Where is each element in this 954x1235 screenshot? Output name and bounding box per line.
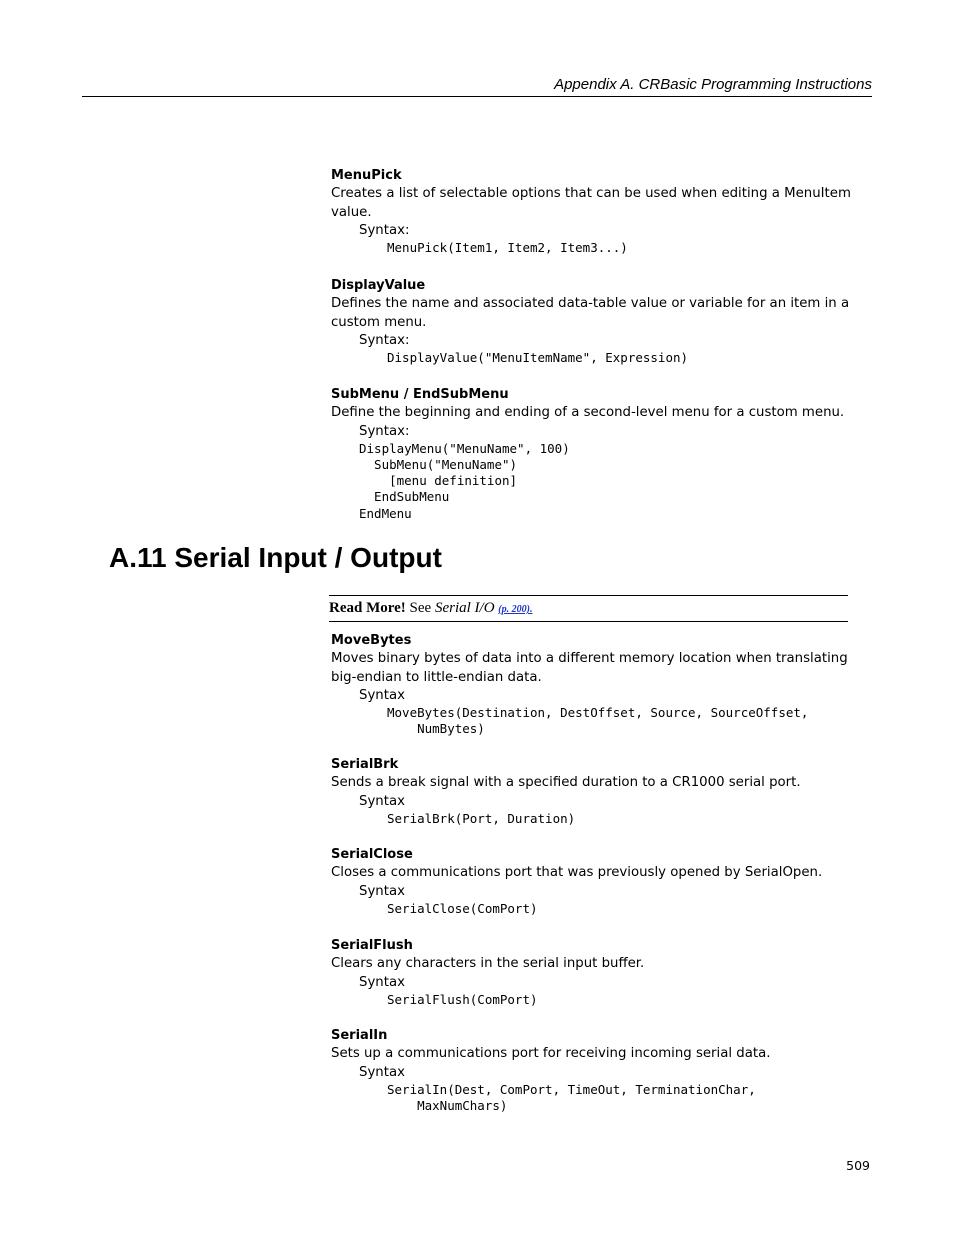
syntax-label: Syntax: bbox=[359, 423, 410, 439]
instruction-name: SerialBrk bbox=[331, 757, 399, 772]
read-more-see: See bbox=[405, 600, 435, 616]
read-more-link[interactable]: Serial I/O bbox=[434, 600, 495, 616]
syntax-label: Syntax bbox=[359, 883, 405, 899]
read-more-title: Read More! bbox=[329, 600, 406, 616]
syntax-label: Syntax bbox=[359, 793, 405, 809]
instruction-name: MoveBytes bbox=[331, 633, 412, 648]
syntax-code: SerialBrk(Port, Duration) bbox=[387, 810, 576, 826]
instruction-description: Moves binary bytes of data into a different memory location when translating big-endian to little-endian data. bbox=[331, 651, 848, 685]
instruction-displayvalue bbox=[331, 276, 851, 366]
instruction-description: Sends a break signal with a specified duration to a CR1000 serial port. bbox=[331, 775, 801, 790]
syntax-code: DisplayMenu("MenuName", 100) SubMenu("MenuName") [menu definition] EndSubMenu EndMenu bbox=[359, 440, 570, 521]
read-more-period: . bbox=[529, 604, 533, 615]
syntax-code: SerialFlush(ComPort) bbox=[387, 991, 538, 1007]
instruction-name: MenuPick bbox=[331, 168, 402, 183]
instruction-movebytes bbox=[331, 631, 851, 738]
syntax-code: MoveBytes(Destination, DestOffset, Source, SourceOffset, NumBytes) bbox=[387, 705, 809, 737]
instruction-description: Defines the name and associated data-table value or variable for an item in a custom menu. bbox=[331, 296, 850, 330]
instruction-submenu bbox=[331, 385, 851, 522]
instruction-description: Creates a list of selectable options that can be used when editing a MenuItem value. bbox=[331, 186, 851, 220]
instruction-name: SerialClose bbox=[331, 847, 413, 862]
syntax-label: Syntax bbox=[359, 688, 405, 703]
syntax-code: SerialClose(ComPort) bbox=[387, 900, 538, 916]
syntax-label: Syntax: bbox=[359, 223, 410, 238]
instruction-name: SubMenu / EndSubMenu bbox=[331, 387, 509, 402]
instruction-serialflush bbox=[331, 936, 851, 1008]
instruction-serialin bbox=[331, 1026, 851, 1114]
instruction-description: Sets up a communications port for receiving incoming serial data. bbox=[331, 1046, 771, 1061]
instruction-serialclose bbox=[331, 845, 851, 917]
instruction-name: SerialFlush bbox=[331, 938, 413, 953]
instruction-description: Clears any characters in the serial input buffer. bbox=[331, 956, 645, 971]
syntax-label: Syntax: bbox=[359, 333, 410, 348]
read-more-note bbox=[329, 595, 848, 622]
syntax-label: Syntax bbox=[359, 974, 405, 990]
instruction-serialbrk bbox=[331, 755, 851, 827]
instruction-name: DisplayValue bbox=[331, 278, 426, 293]
instruction-description: Closes a communications port that was previously opened by SerialOpen. bbox=[331, 865, 823, 880]
running-header: Appendix A. CRBasic Programming Instructions bbox=[82, 76, 872, 97]
page-number: 509 bbox=[846, 1158, 870, 1173]
syntax-label: Syntax bbox=[359, 1064, 405, 1080]
read-more-page-ref[interactable]: (p. 200) bbox=[498, 604, 530, 615]
syntax-code: DisplayValue("MenuItemName", Expression) bbox=[387, 350, 689, 365]
instruction-menupick bbox=[331, 166, 851, 256]
instruction-description: Define the beginning and ending of a second-level menu for a custom menu. bbox=[331, 405, 845, 420]
section-heading: A.11 Serial Input / Output bbox=[109, 542, 442, 573]
syntax-code: SerialIn(Dest, ComPort, TimeOut, TerminationChar, MaxNumChars) bbox=[387, 1081, 756, 1113]
syntax-code: MenuPick(Item1, Item2, Item3...) bbox=[387, 240, 628, 255]
instruction-name: SerialIn bbox=[331, 1028, 388, 1043]
